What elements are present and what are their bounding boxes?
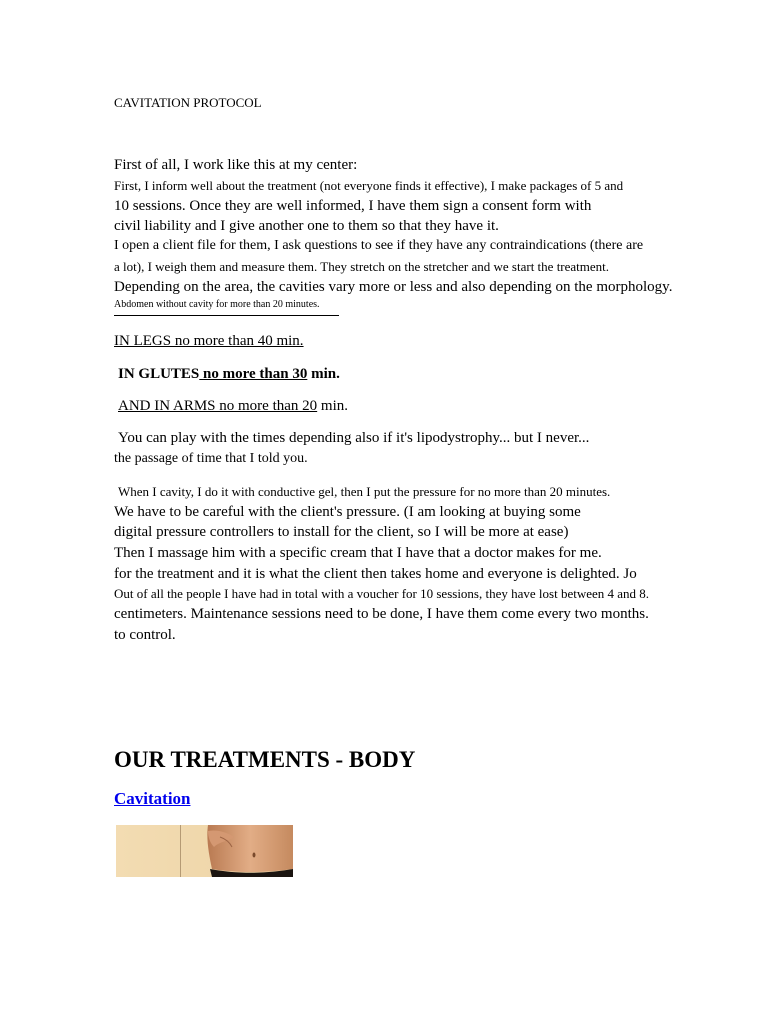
- divider: [114, 315, 339, 316]
- abdomen-photo: [116, 825, 293, 877]
- para1-line: a lot), I weigh them and measure them. They stretch on the stretcher and we start the treatment.: [114, 259, 610, 274]
- glutes-limit: no more than 30: [199, 366, 308, 382]
- gel-line: for the treatment and it is what the client then takes home and everyone is delighted. Jo: [114, 566, 637, 582]
- legs-line: IN LEGS no more than 40 min.: [114, 333, 304, 349]
- glutes-unit: min.: [307, 366, 340, 382]
- gel-line: Out of all the people I have had in total with a voucher for 10 sessions, they have lost between 4 and 8.: [114, 586, 650, 601]
- cavitation-thumbnail[interactable]: [116, 825, 293, 877]
- glutes-line: [118, 367, 340, 382]
- arms-unit: min.: [317, 398, 349, 414]
- para1-line: First, I inform well about the treatment (not everyone finds it effective), I make packages of 5 and: [114, 178, 624, 193]
- para1-line: civil liability and I give another one to them so that they have it.: [114, 218, 499, 234]
- gel-line: digital pressure controllers to install for the client, so I will be more at ease): [114, 524, 569, 540]
- navel: [253, 853, 256, 858]
- gel-line: When I cavity, I do it with conductive gel, then I put the pressure for no more than 20 minutes.: [118, 484, 611, 499]
- cavitation-link[interactable]: Cavitation: [114, 789, 191, 808]
- section-heading: OUR TREATMENTS - BODY: [114, 747, 416, 772]
- gel-line: Then I massage him with a specific cream that I have that a doctor makes for me.: [114, 545, 602, 561]
- gel-line: centimeters. Maintenance sessions need to be done, I have them come every two months.: [114, 606, 649, 622]
- arms-line: [118, 399, 348, 414]
- document-title: CAVITATION PROTOCOL: [114, 95, 262, 110]
- para1-line: Abdomen without cavity for more than 20 minutes.: [114, 299, 320, 310]
- play-line: You can play with the times depending also if it's lipodystrophy... but I never...: [118, 430, 590, 446]
- intro-text: First of all, I work like this at my center:: [114, 157, 358, 173]
- play-line: the passage of time that I told you.: [114, 451, 308, 466]
- glutes-label: IN GLUTES: [118, 366, 200, 382]
- arms-label: AND IN ARMS no more than 20: [118, 398, 318, 414]
- para1-line: 10 sessions. Once they are well informed, I have them sign a consent form with: [114, 198, 592, 214]
- photo-divider: [180, 825, 181, 877]
- para1-line: Depending on the area, the cavities vary more or less and also depending on the morphology.: [114, 279, 673, 295]
- gel-line: to control.: [114, 627, 176, 643]
- gel-line: We have to be careful with the client's pressure. (I am looking at buying some: [114, 504, 581, 520]
- para1-line: I open a client file for them, I ask questions to see if they have any contraindications (there are: [114, 238, 644, 253]
